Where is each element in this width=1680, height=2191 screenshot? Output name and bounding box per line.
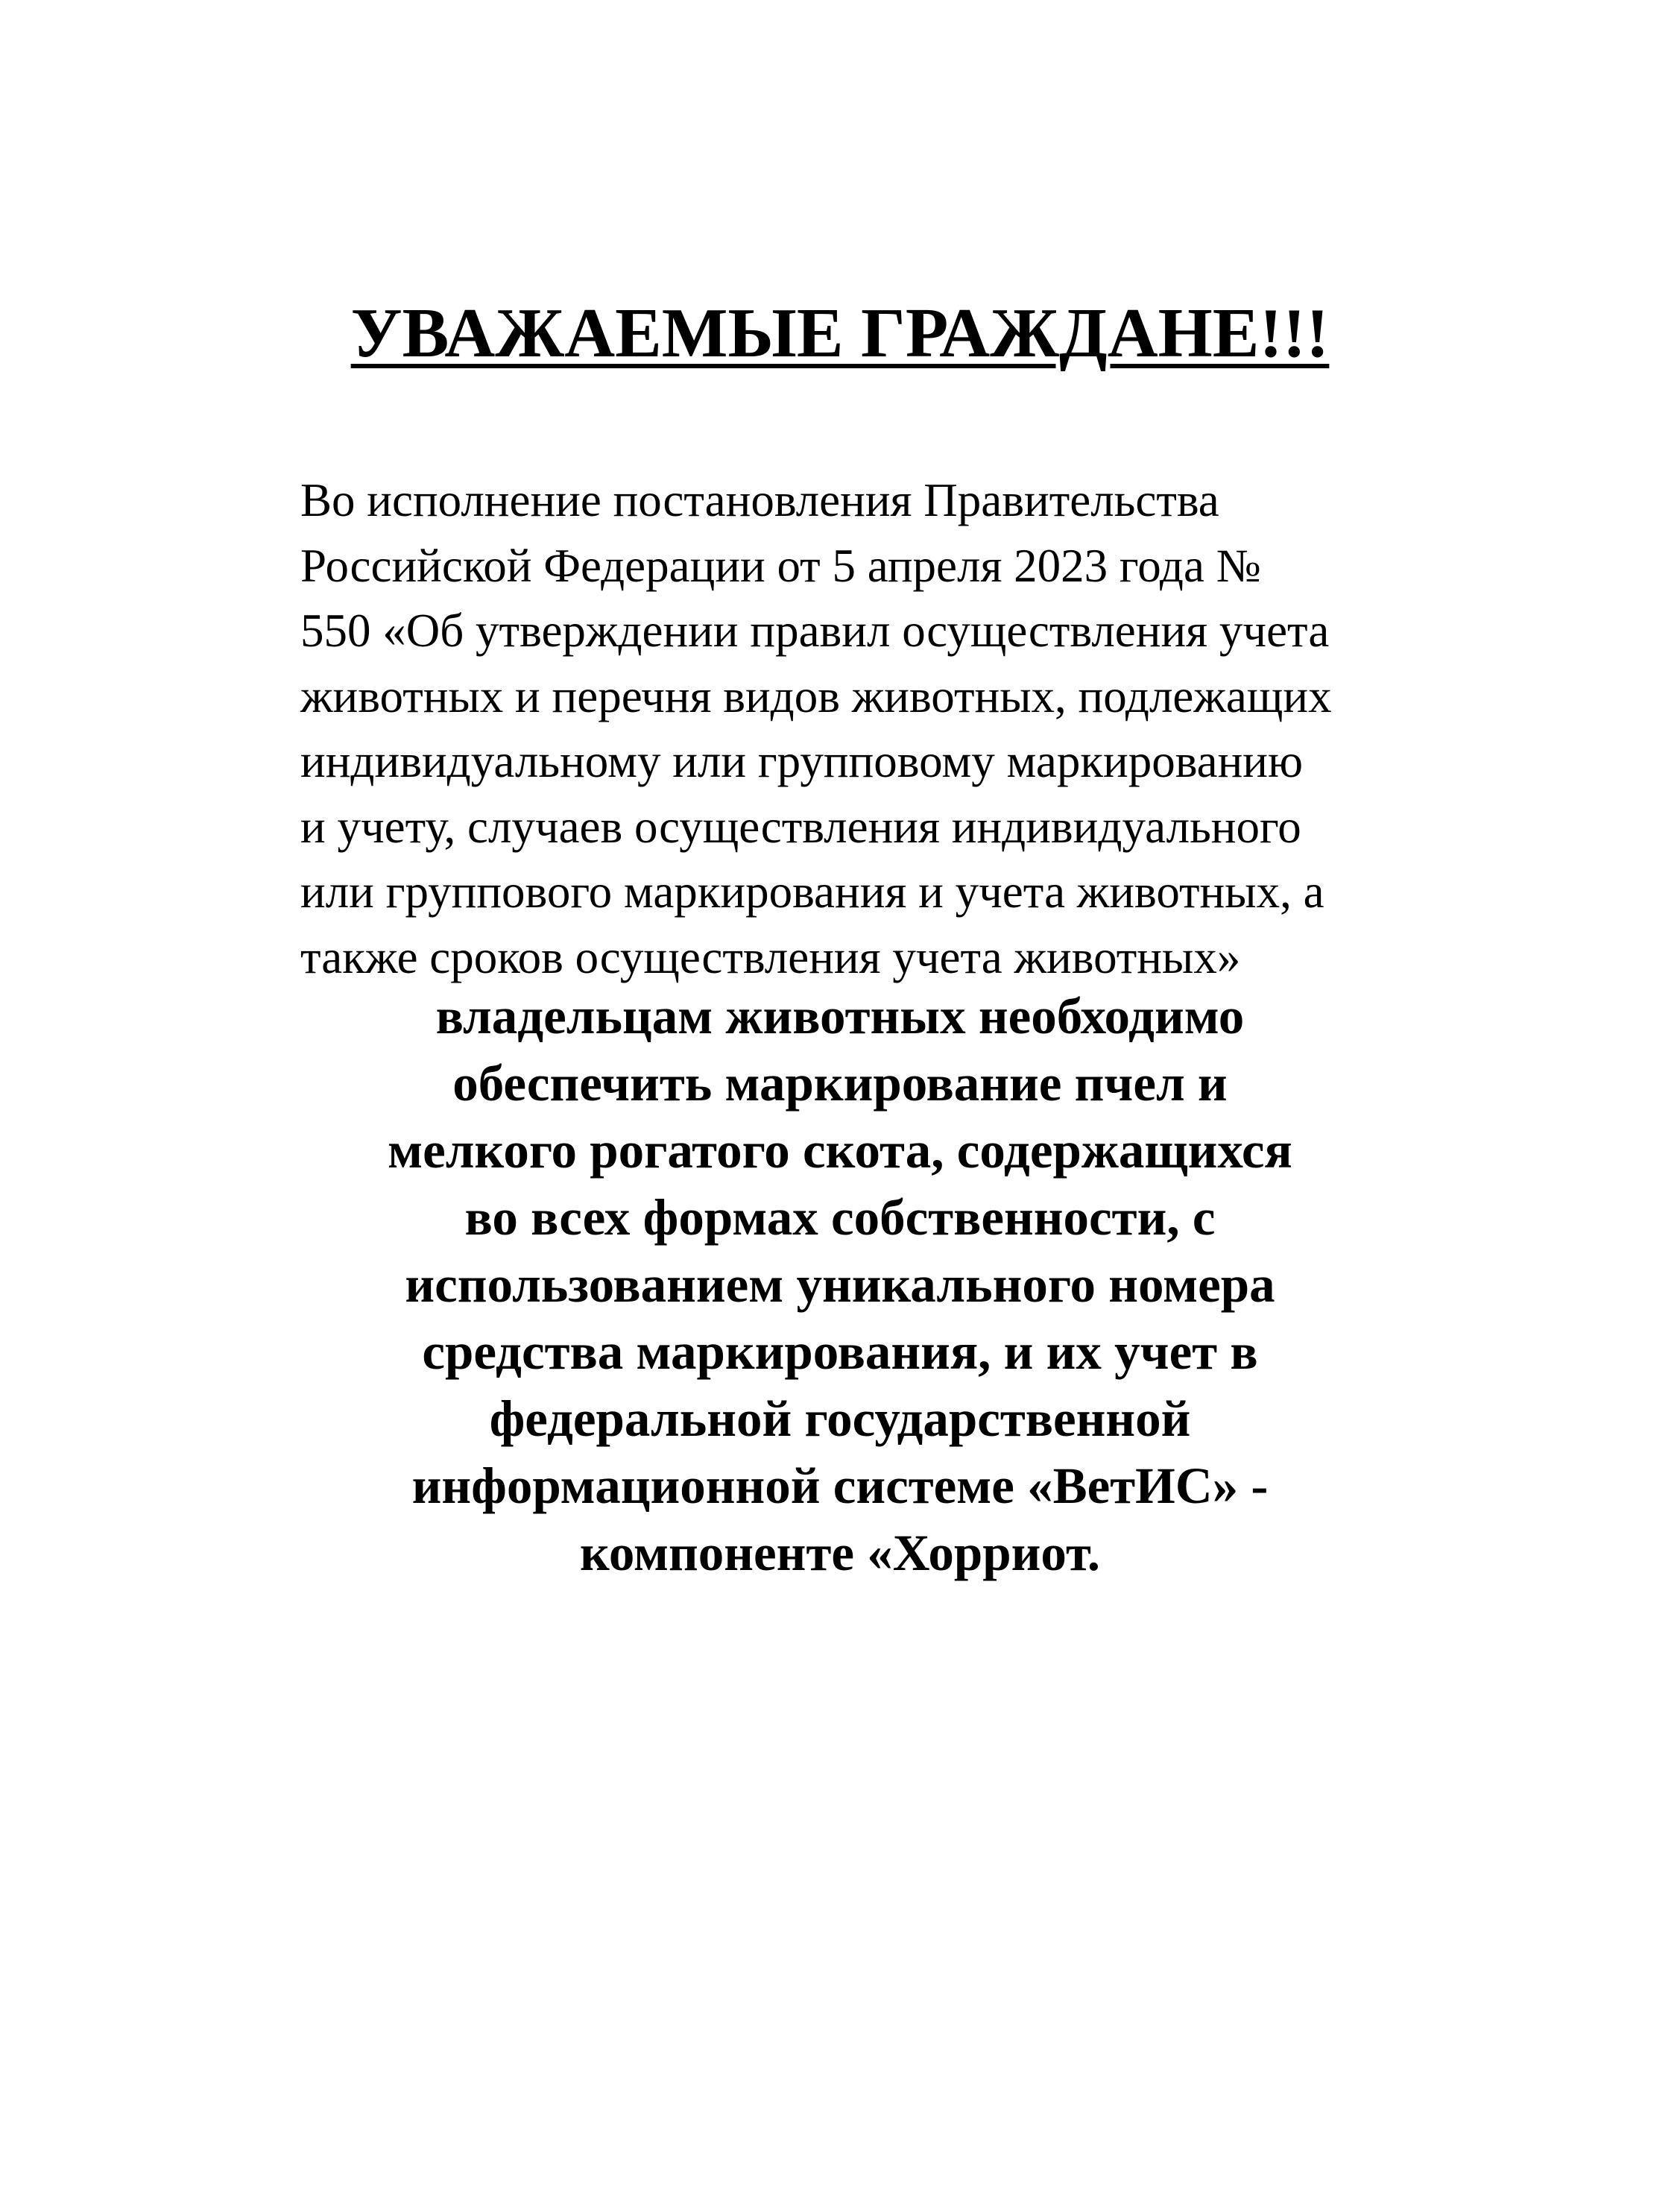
notice-line: федеральной государственной — [489, 1390, 1191, 1447]
intro-line: 550 «Об утверждении правил осуществления учета — [300, 605, 1330, 657]
notice-line: информационной системе «ВетИС» - — [411, 1457, 1269, 1514]
notice-line: владельцам животных необходимо — [435, 988, 1245, 1044]
intro-line: животных и перечня видов животных, подлежащих — [300, 669, 1332, 722]
intro-line: индивидуальному или групповому маркированию — [300, 735, 1304, 787]
notice-line: во всех формах собственности, с — [464, 1189, 1216, 1246]
notice-paragraph — [0, 983, 1680, 1586]
intro-paragraph — [300, 468, 1418, 990]
notice-line: обеспечить маркирование пчел и — [452, 1055, 1228, 1112]
notice-line: компоненте «Хорриот. — [580, 1525, 1100, 1581]
intro-line: также сроков осуществления учета животных» — [300, 930, 1241, 983]
document-title: УВАЖАЕМЫЕ ГРАЖДАНЕ!!! — [350, 294, 1330, 372]
notice-line: средства маркирования, и их учет в — [422, 1323, 1258, 1380]
notice-line: мелкого рогатого скота, содержащихся — [388, 1122, 1292, 1179]
notice-line: использованием уникального номера — [405, 1256, 1275, 1313]
intro-line: и учету, случаев осуществления индивидуального — [300, 800, 1301, 853]
intro-line: Российской Федерации от 5 апреля 2023 года № — [300, 539, 1261, 592]
intro-line: Во исполнение постановления Правительства — [300, 474, 1219, 526]
intro-line: или группового маркирования и учета животных, а — [300, 866, 1324, 918]
